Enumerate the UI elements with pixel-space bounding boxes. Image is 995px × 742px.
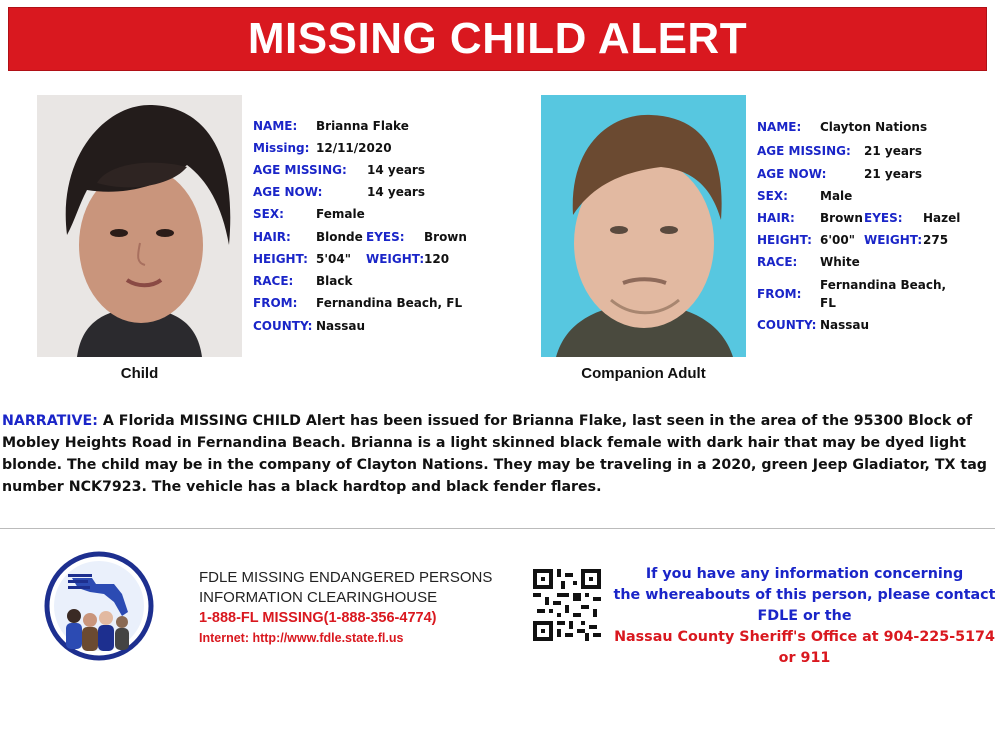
adult-from-label: FROM: — [757, 287, 802, 301]
child-hair-label: HAIR: — [253, 230, 291, 244]
adult-county: Nassau — [820, 318, 870, 332]
child-county: Nassau — [316, 319, 366, 333]
contact-line5: or 911 — [778, 650, 831, 666]
companion-adult-photo — [541, 95, 746, 357]
adult-sex-label: SEX: — [757, 189, 788, 203]
contact-info — [612, 564, 995, 669]
child-age-missing: 14 years — [367, 163, 425, 177]
child-missing-label: Missing: — [253, 141, 310, 155]
child-age-now-label: AGE NOW: — [253, 185, 323, 199]
child-caption: Child — [120, 365, 159, 382]
adult-weight: 275 — [923, 233, 949, 247]
child-hair: Blonde — [316, 230, 363, 244]
child-age-missing-label: AGE MISSING: — [253, 163, 347, 177]
child-height-label: HEIGHT: — [253, 252, 308, 266]
org-line2: INFORMATION CLEARINGHOUSE — [199, 589, 438, 606]
adult-age-missing-label: AGE MISSING: — [757, 144, 851, 158]
child-eyes: Brown — [424, 230, 467, 244]
adult-from-line1: Fernandina Beach, — [820, 278, 947, 292]
adult-height: 6'00" — [820, 233, 855, 247]
adult-weight-label: WEIGHT: — [864, 233, 923, 247]
adult-county-label: COUNTY: — [757, 318, 817, 332]
qr-code-icon[interactable] — [533, 569, 601, 641]
narrative-label: NARRATIVE: — [2, 413, 98, 429]
child-name: Brianna Flake — [316, 119, 409, 133]
adult-hair: Brown — [820, 211, 863, 225]
org-line1: FDLE MISSING ENDANGERED PERSONS — [199, 569, 493, 586]
child-from-label: FROM: — [253, 296, 298, 310]
narrative-text: A Florida MISSING CHILD Alert has been issued for Brianna Flake, last seen in the area of the 95300 Block of Mobley Heights Road in Fernandina Beach. Brianna is a light skinned black female with dark hair that may be dyed light blonde. The child may be in the company of Clayton Nations. They may be traveling in a 2020, green Jeep Gladiator, TX tag number NCK7923. The vehicle has a black hardtop and black fender flares. — [2, 413, 987, 495]
child-race-label: RACE: — [253, 274, 294, 288]
child-weight-label: WEIGHT: — [366, 252, 425, 266]
adult-age-now-label: AGE NOW: — [757, 167, 827, 181]
fdle-org-info — [199, 568, 492, 648]
child-height: 5'04" — [316, 252, 351, 266]
adult-eyes: Hazel — [923, 211, 961, 225]
adult-age-missing: 21 years — [864, 144, 922, 158]
fdle-clearinghouse-logo-icon — [44, 548, 154, 664]
child-name-label: NAME: — [253, 119, 298, 133]
adult-race: White — [820, 255, 860, 269]
adult-eyes-label: EYES: — [864, 211, 903, 225]
child-missing-date: 12/11/2020 — [316, 141, 392, 155]
narrative — [2, 410, 992, 498]
alert-title: MISSING CHILD ALERT — [247, 14, 748, 63]
contact-line2: the whereabouts of this person, please contact — [613, 587, 995, 603]
adult-race-label: RACE: — [757, 255, 798, 269]
companion-adult-caption: Companion Adult — [581, 365, 706, 382]
child-eyes-label: EYES: — [366, 230, 405, 244]
internet-link[interactable]: Internet: http://www.fdle.state.fl.us — [199, 631, 404, 645]
adult-height-label: HEIGHT: — [757, 233, 812, 247]
child-sex: Female — [316, 207, 365, 221]
contact-line3: FDLE or the — [757, 608, 852, 624]
phone-number[interactable]: 1-888-FL MISSING(1-888-356-4774) — [199, 610, 437, 626]
contact-line1: If you have any information concerning — [645, 566, 964, 582]
adult-from-line2: FL — [820, 296, 836, 310]
adult-sex: Male — [820, 189, 853, 203]
child-sex-label: SEX: — [253, 207, 284, 221]
child-weight: 120 — [424, 252, 450, 266]
adult-hair-label: HAIR: — [757, 211, 795, 225]
child-county-label: COUNTY: — [253, 319, 313, 333]
child-photo — [37, 95, 242, 357]
child-race: Black — [316, 274, 353, 288]
footer-divider — [0, 528, 995, 529]
adult-age-now: 21 years — [864, 167, 922, 181]
contact-line4: Nassau County Sheriff's Office at 904-225-5174 — [614, 629, 995, 645]
child-from: Fernandina Beach, FL — [316, 296, 463, 310]
alert-banner — [8, 7, 987, 71]
child-age-now: 14 years — [367, 185, 425, 199]
adult-name: Clayton Nations — [820, 120, 928, 134]
adult-name-label: NAME: — [757, 120, 802, 134]
